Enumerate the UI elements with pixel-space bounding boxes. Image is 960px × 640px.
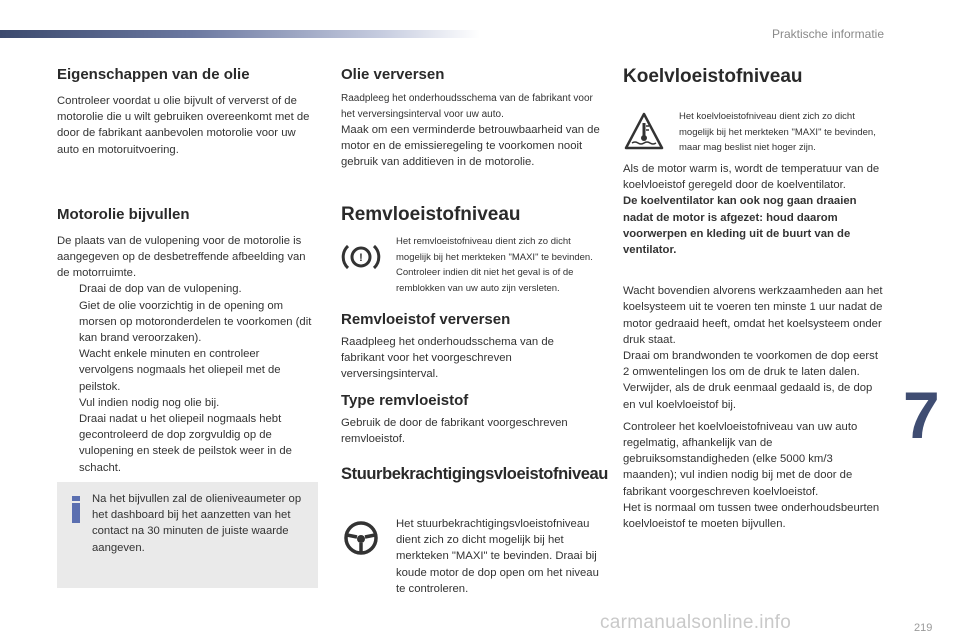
- brake-type-text: Gebruik de door de fabrikant voorgeschreven remvloeistof.: [341, 417, 568, 446]
- info-note: [57, 482, 318, 588]
- brake-warning-icon: [341, 240, 381, 274]
- steering-text: Het stuurbekrachtigingsvloeistofniveau dient zich zo dicht mogelijk bij het merkteken "MAXI" te bevinden. Draai bij koude motor de dop open om het niveau te controleren.: [396, 518, 599, 595]
- column-middle: [341, 66, 603, 171]
- list-item: Wacht enkele minuten en controleer vervolgens nogmaals het oliepeil met de peilstok.: [79, 348, 281, 393]
- brake-level-text: Het remvloeistofniveau dient zich zo dicht mogelijk bij het merkteken "MAXI" te bevinden. Controleer indien dit niet het geval is of de remblokken van uw auto zijn versleten.: [396, 236, 593, 294]
- section-title: Praktische informatie: [771, 27, 884, 41]
- oil-fill-intro: De plaats van de vulopening voor de motorolie is aangegeven op de desbetreffende afbeelding van de motorruimte.: [57, 234, 306, 280]
- header-gradient-bar: [0, 30, 480, 38]
- oil-properties-text: Controleer voordat u olie bijvult of ververst of de motorolie die u wilt gebruiken overeenkomt met de door de fabrikant aanbevolen motorolie voor uw auto en motoruitvoering.: [57, 95, 310, 156]
- coolant-temperature-icon: [624, 112, 664, 152]
- column-right: [623, 161, 887, 532]
- list-item: Vul indien nodig nog olie bij.: [79, 396, 220, 409]
- heading-coolant: Koelvloeistofniveau: [623, 66, 803, 87]
- heading-oil-change: Olie verversen: [341, 66, 445, 83]
- svg-text:!: !: [359, 252, 363, 264]
- coolant-p2: Wacht bovendien alvorens werkzaamheden aan het koelsysteem uit te voeren ten minste 1 uur nadat de motor gedraaid heeft, omdat het koelsysteem onder druk staat.: [623, 285, 883, 346]
- heading-brake-change: Remvloeistof verversen: [341, 311, 511, 328]
- page-number: 219: [914, 622, 933, 634]
- steering-wheel-icon: [343, 520, 379, 556]
- coolant-warning: De koelventilator kan ook nog gaan draaien nadat de motor is afgezet: houd daarom voorwerpen en kleding uit de buurt van de ventilator.: [623, 195, 857, 257]
- coolant-small: Het koelvloeistofniveau dient zich zo dicht mogelijk bij het merkteken "MAXI" te bevinden, maar mag beslist niet hoger zijn.: [679, 111, 876, 153]
- oil-change-text: Maak om een verminderde betrouwbaarheid van de motor en de emissieregeling te voorkomen nooit gebruik van additieven in de motorolie.: [341, 124, 600, 169]
- info-note-text: Na het bijvullen zal de olieniveaumeter op het dashboard bij het aanzetten van het contact na 30 minuten de juiste waarde aangeven.: [92, 493, 302, 554]
- heading-brake-type: Type remvloeistof: [341, 392, 469, 409]
- coolant-p4: Controleer het koelvloeistofniveau van uw auto regelmatig, afhankelijk van de gebruiksomstandigheden (elke 5000 km/3 maanden); vul indien nodig bij met de door de fabrikant voorgeschreven koelvloeistof.: [623, 420, 858, 498]
- heading-oil-fill: Motorolie bijvullen: [57, 205, 190, 223]
- coolant-p5: Het is normaal om tussen twee onderhoudsbeurten koelvloeistof te moeten bijvullen.: [623, 501, 880, 531]
- column-left: [57, 66, 317, 476]
- heading-brake-level: Remvloeistofniveau: [341, 204, 521, 225]
- coolant-p3: Draai om brandwonden te voorkomen de dop eerst 2 omwentelingen los om de druk te laten dalen. Verwijder, als de druk eenmaal gedaald is, de dop en vul koelvloeistof bij.: [623, 350, 878, 411]
- list-item: Draai de dop van de vulopening.: [79, 283, 242, 296]
- info-icon: [72, 496, 80, 516]
- heading-oil-properties: Eigenschappen van de olie: [57, 66, 250, 83]
- watermark: carmanualsonline.info: [600, 612, 792, 633]
- oil-fill-steps: [57, 281, 317, 475]
- list-item: Draai nadat u het oliepeil nogmaals hebt gecontroleerd de dop zorgvuldig op de vulopening en steek de peilstok weer in de schacht.: [79, 413, 292, 474]
- list-item: Giet de olie voorzichtig in de opening om morsen op motoronderdelen te voorkomen (dit kan brand veroorzaken).: [79, 299, 312, 345]
- heading-steering: Stuurbekrachtigingsvloeistofniveau: [341, 465, 608, 483]
- coolant-p1: Als de motor warm is, wordt de temperatuur van de koelvloeistof geregeld door de koelventilator.: [623, 163, 880, 192]
- chapter-number: 7: [903, 378, 940, 452]
- brake-change-text: Raadpleeg het onderhoudsschema van de fabrikant voor het voorgeschreven verversingsinterval.: [341, 336, 554, 381]
- oil-change-small: Raadpleeg het onderhoudsschema van de fabrikant voor het verversingsinterval voor uw auto.: [341, 93, 593, 120]
